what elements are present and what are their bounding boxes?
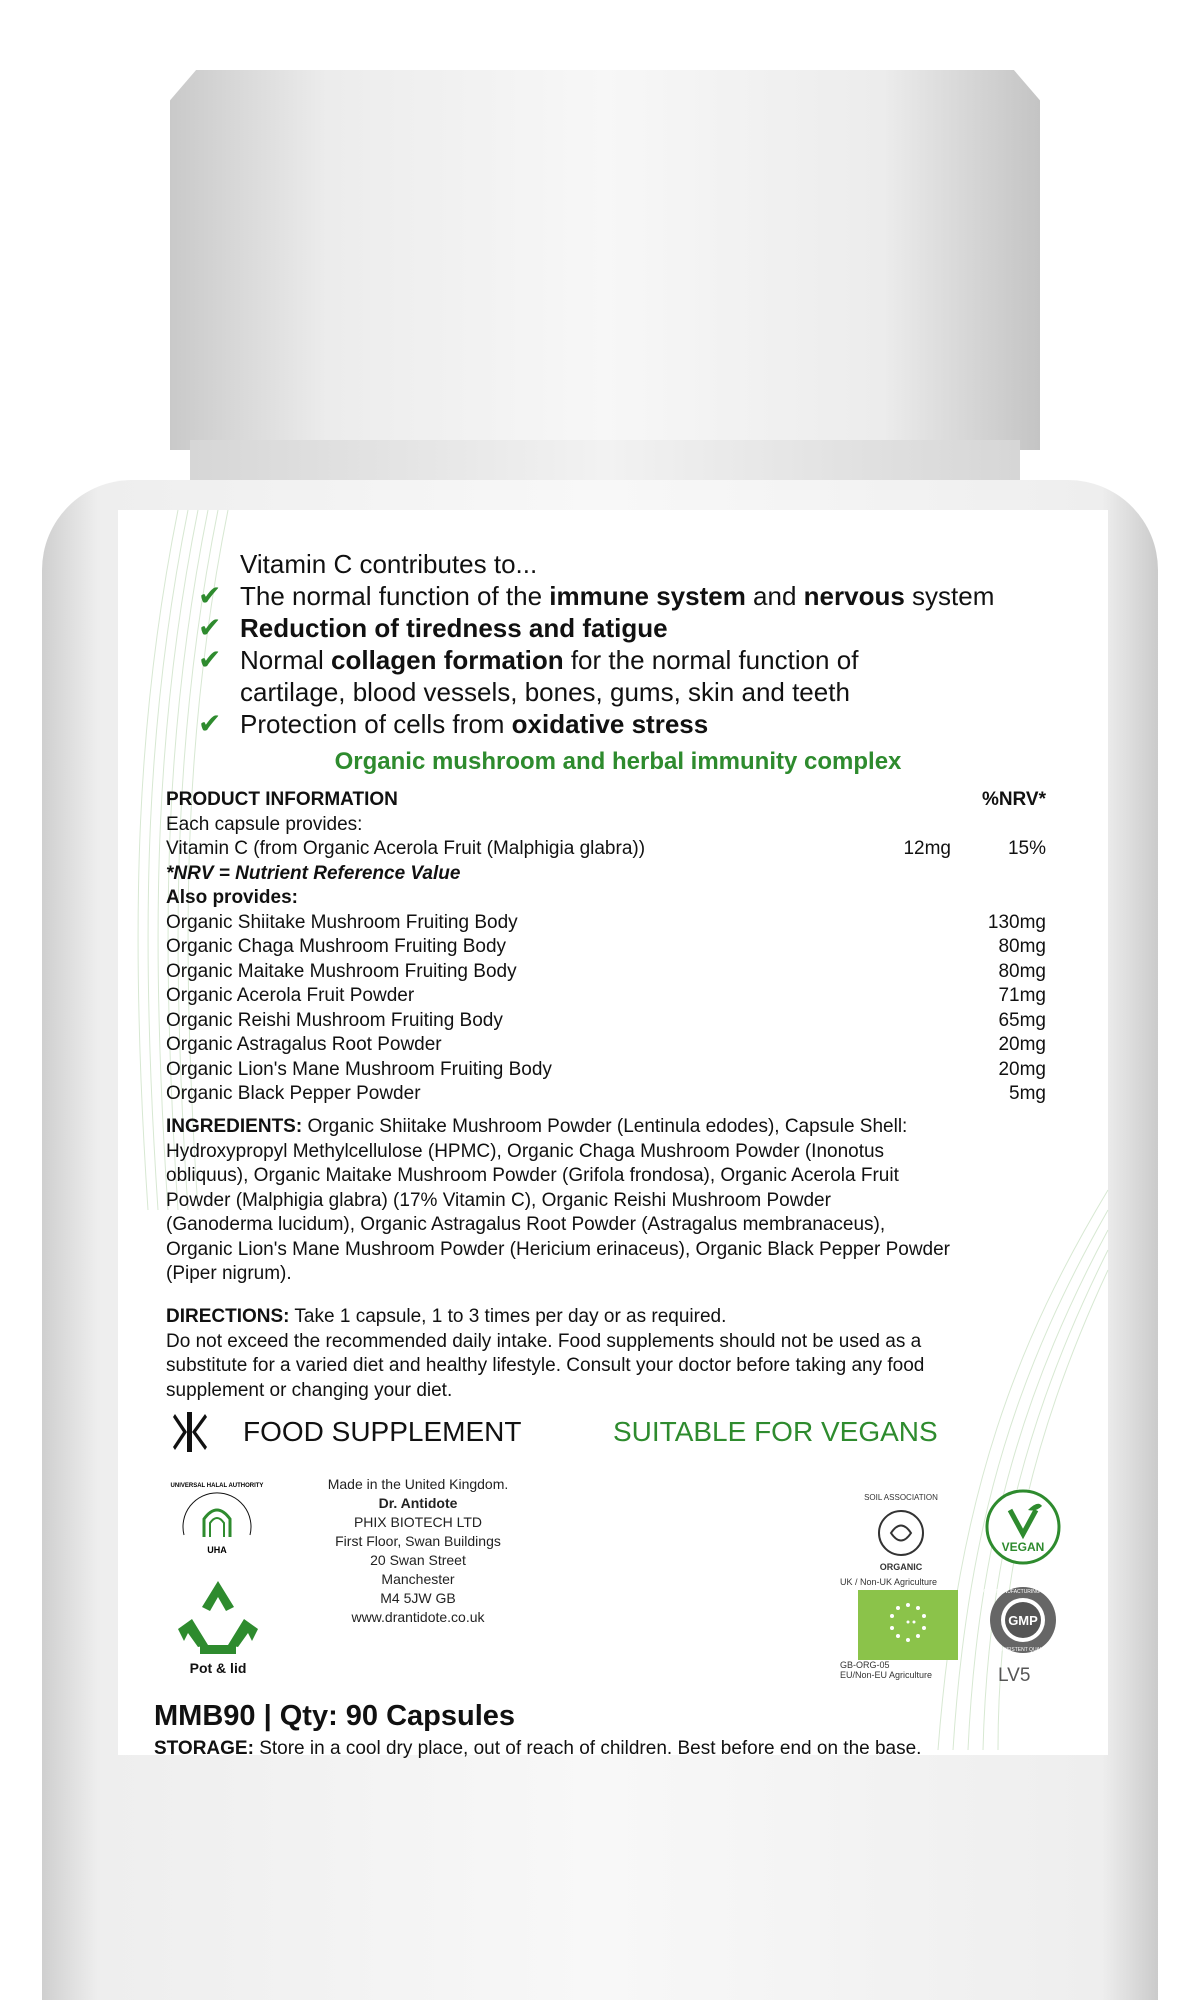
ingredient-amount: 5mg (1009, 1083, 1046, 1104)
eu-organic-leaf-icon (858, 1590, 958, 1660)
ingredient-row (166, 1009, 1046, 1034)
bottle-cap (170, 70, 1040, 450)
svg-text:ORGANIC: ORGANIC (879, 1562, 923, 1572)
brand-k-logo-icon (173, 1412, 207, 1452)
ingredients-block: INGREDIENTS: Organic Shiitake Mushroom Powder (Lentinula edodes), Capsule Shell: Hydroxypropyl Methylcellulose (HPMC), Organic Chaga Mushroom Powder (Inonotus obliquus), Organic Maitake Mushroom Powder (Grifola frondosa), Organic Acerola Fruit Powder (Malphigia glabra) (17% Vitamin C), Organic Reishi Mushroom Powder (Ganoderma lucidum), Organic Astragalus Root Powder (Astragalus membranaceus), Organic Lion's Mane Mushroom Powder (Hericium erinaceus), Organic Black Pepper Powder (Piper nigrum). (166, 1116, 951, 1284)
svg-text:GOOD MANUFACTURING PRACTICE: GOOD MANUFACTURING PRACTICE (979, 1589, 1067, 1595)
svg-text:CONSISTENT QUALITY: CONSISTENT QUALITY (995, 1647, 1051, 1653)
recycle-label: Pot & lid (189, 1660, 247, 1676)
claims-intro: Vitamin C contributes to... (240, 549, 538, 579)
health-claims (198, 548, 994, 740)
nrv-note: *NRV = Nutrient Reference Value (166, 862, 461, 884)
product-label (118, 510, 1108, 1759)
claim-oxidative: ✔ Protection of cells from oxidative stress (198, 708, 709, 739)
ingredient-name: Organic Black Pepper Powder (166, 1083, 421, 1104)
ingredient-list (166, 911, 1046, 1107)
eu-organic-code: GB-ORG-05 EU/Non-EU Agriculture (840, 1660, 933, 1680)
directions-block: DIRECTIONS: Take 1 capsule, 1 to 3 times per day or as required. Do not exceed the recommended daily intake. Food supplements should not be used as a substitute for a varied diet and healthy lifestyle. Consult your doctor before taking any food supplement or changing your diet. (166, 1306, 925, 1401)
storage-info: STORAGE: Store in a cool dry place, out of reach of children. Best before end on the base. (154, 1738, 922, 1759)
ingredient-amount: 65mg (998, 1009, 1046, 1031)
ingredient-row (166, 1082, 1046, 1107)
svg-text:UHA: UHA (207, 1545, 227, 1555)
checkmark-icon: ✔ (198, 580, 222, 611)
ingredient-name: Organic Reishi Mushroom Fruiting Body (166, 1009, 503, 1031)
ingredient-name: Organic Shiitake Mushroom Fruiting Body (166, 911, 518, 933)
ingredient-amount: 71mg (998, 985, 1046, 1006)
checkmark-icon: ✔ (198, 644, 222, 675)
ingredient-name: Organic Lion's Mane Mushroom Fruiting Body (166, 1058, 552, 1080)
ingredient-name: Organic Maitake Mushroom Fruiting Body (166, 960, 517, 982)
food-supplement-text: FOOD SUPPLEMENT (243, 1416, 522, 1447)
ingredient-name: Organic Astragalus Root Powder (166, 1034, 442, 1055)
svg-text:VEGAN: VEGAN (1001, 1540, 1045, 1554)
ingredient-amount: 80mg (998, 960, 1046, 982)
product-information (166, 788, 1046, 1107)
ingredient-amount: 20mg (998, 1058, 1046, 1080)
claim-tiredness: ✔ Reduction of tiredness and fatigue (198, 612, 668, 643)
ingredient-name: Organic Chaga Mushroom Fruiting Body (166, 936, 507, 957)
each-capsule-text: Each capsule provides: (166, 813, 363, 835)
checkmark-icon: ✔ (198, 708, 222, 739)
svg-text:UNIVERSAL HALAL AUTHORITY: UNIVERSAL HALAL AUTHORITY (170, 1483, 264, 1489)
gmp-badge-icon (979, 1585, 1067, 1655)
svg-text:SOIL ASSOCIATION: SOIL ASSOCIATION (864, 1493, 938, 1502)
ingredient-row (166, 935, 1046, 960)
ingredient-row (166, 984, 1046, 1009)
also-provides: Also provides: (166, 887, 298, 908)
ingredient-amount: 20mg (998, 1034, 1046, 1055)
ingredient-row (166, 1033, 1046, 1058)
product-subtitle: Organic mushroom and herbal immunity complex (334, 748, 902, 775)
eu-agriculture-top: UK / Non-UK Agriculture (840, 1577, 938, 1587)
claim-immune: ✔ The normal function of the immune system and nervous system (198, 580, 995, 611)
recycle-icon (178, 1575, 258, 1660)
vitamin-c-row: Vitamin C (from Organic Acerola Fruit (Malphigia glabra)) 12mg 15% (166, 838, 1046, 859)
checkmark-icon: ✔ (198, 612, 222, 643)
manufacturer-info: Made in the United Kingdom. Dr. Antidote PHIX BIOTECH LTD First Floor, Swan Buildings 20 Swan Street Manchester M4 5JW GB www.drantidote.co.uk (327, 1476, 509, 1625)
product-code-quantity: MMB90 | Qty: 90 Capsules (154, 1700, 516, 1732)
vegan-badge-icon (984, 1488, 1062, 1566)
ingredient-amount: 80mg (998, 936, 1046, 957)
svg-text:GMP: GMP (1008, 1613, 1038, 1628)
claim-collagen: ✔ Normal collagen formation for the normal function of (198, 644, 859, 675)
soil-association-organic-logo-icon (858, 1490, 944, 1576)
lot-code: LV5 (998, 1665, 1031, 1686)
ingredient-row (166, 1058, 1046, 1083)
halal-authority-logo-icon (170, 1475, 264, 1565)
ingredient-amount: 130mg (987, 911, 1046, 933)
ingredient-row (166, 960, 1046, 985)
ingredient-name: Organic Acerola Fruit Powder (166, 985, 415, 1006)
ingredient-row (166, 911, 1046, 936)
pinfo-header: PRODUCT INFORMATION %NRV* (166, 789, 1046, 810)
claim-collagen-cont: cartilage, blood vessels, bones, gums, skin and teeth (240, 677, 850, 707)
supplement-row (173, 1412, 1053, 1452)
suitable-for-vegans-text: SUITABLE FOR VEGANS (613, 1416, 938, 1447)
